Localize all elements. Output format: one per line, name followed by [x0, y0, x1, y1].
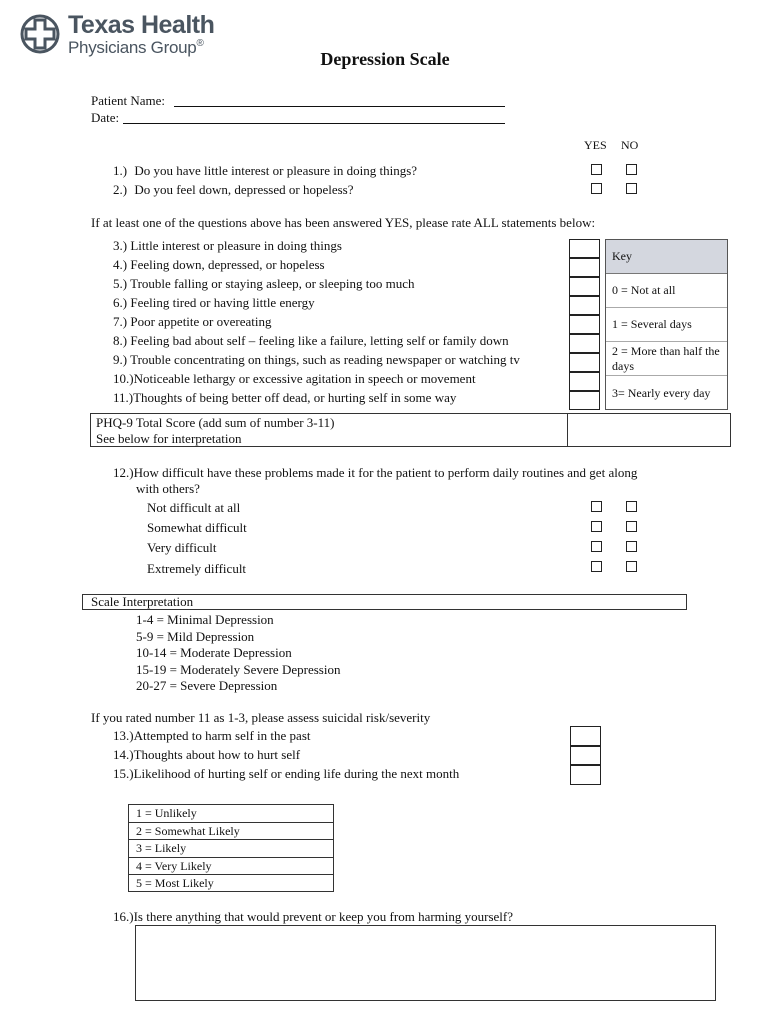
- q16-answer-textarea[interactable]: [135, 925, 716, 1001]
- phq-item-3: 3.) Little interest or pleasure in doing things: [113, 238, 342, 253]
- likelihood-scale-table: [128, 804, 334, 892]
- interpretation-range-3: 15-19 = Moderately Severe Depression: [136, 661, 341, 677]
- likelihood-row-1: 1 = Unlikely: [129, 805, 333, 823]
- date-label: Date:: [91, 110, 120, 125]
- instruction-text: If at least one of the questions above has been answered YES, please rate ALL statements below:: [91, 215, 596, 230]
- phq-answer-4[interactable]: [569, 258, 600, 277]
- q2-yes-checkbox[interactable]: [591, 183, 602, 194]
- phq-item-8: 8.) Feeling bad about self – feeling like a failure, letting self or family down: [113, 333, 509, 348]
- likelihood-row-5: 5 = Most Likely: [136, 876, 214, 891]
- key-row-1: 1 = Several days: [606, 308, 727, 342]
- q12-option-3: Extremely difficult: [147, 561, 247, 576]
- texas-health-logo-icon: [20, 14, 60, 54]
- screening-question-2: 2.) Do you feel down, depressed or hopeless?: [113, 182, 354, 197]
- q12-option-0-checkbox-a[interactable]: [591, 501, 602, 512]
- question-12-line2: with others?: [136, 481, 200, 496]
- interpretation-ranges: [136, 612, 340, 695]
- logo-text-line2: Physicians Group®: [68, 38, 204, 57]
- yes-column-header: YES: [584, 138, 607, 152]
- q1-yes-checkbox[interactable]: [591, 164, 602, 175]
- screening-question-1: 1.) Do you have little interest or pleasure in doing things?: [113, 163, 418, 178]
- q2-no-checkbox[interactable]: [626, 183, 637, 194]
- logo-text-line1: Texas Health: [68, 11, 215, 39]
- suicide-answer-13[interactable]: [570, 726, 601, 746]
- phq-item-10: 10.)Noticeable lethargy or excessive agitation in speech or movement: [113, 371, 476, 386]
- likelihood-row-3: 3 = Likely: [129, 840, 333, 858]
- phq-item-11: 11.)Thoughts of being better off dead, or hurting self in some way: [113, 390, 457, 405]
- q12-option-0: Not difficult at all: [147, 500, 241, 515]
- likelihood-row-2: 2 = Somewhat Likely: [129, 823, 333, 841]
- phq-answer-5[interactable]: [569, 277, 600, 296]
- phq-answer-8[interactable]: [569, 334, 600, 353]
- phq-answer-11[interactable]: [569, 391, 600, 410]
- phq-item-9: 9.) Trouble concentrating on things, such as reading newspaper or watching tv: [113, 352, 520, 367]
- date-field[interactable]: [123, 123, 505, 124]
- q12-option-2: Very difficult: [147, 540, 217, 555]
- suicide-items: [113, 726, 459, 783]
- phq-item-7: 7.) Poor appetite or overeating: [113, 314, 272, 329]
- key-header: Key: [606, 240, 727, 274]
- q12-option-0-checkbox-b[interactable]: [626, 501, 637, 512]
- phq-item-4: 4.) Feeling down, depressed, or hopeless: [113, 257, 325, 272]
- interpretation-range-4: 20-27 = Severe Depression: [136, 678, 278, 693]
- suicide-item-14: 14.)Thoughts about how to hurt self: [113, 747, 301, 762]
- q12-option-2-checkbox-a[interactable]: [591, 541, 602, 552]
- phq-answer-boxes: [569, 239, 600, 410]
- patient-name-label: Patient Name:: [91, 93, 166, 108]
- q12-option-2-checkbox-b[interactable]: [626, 541, 637, 552]
- suicide-answer-boxes: [570, 726, 601, 785]
- scale-interpretation-header: Scale Interpretation: [82, 594, 687, 610]
- suicide-answer-15[interactable]: [570, 765, 601, 785]
- suicide-item-13: 13.)Attempted to harm self in the past: [113, 728, 311, 743]
- q12-option-3-checkbox-b[interactable]: [626, 561, 637, 572]
- phq-answer-3[interactable]: [569, 239, 600, 258]
- q1-no-checkbox[interactable]: [626, 164, 637, 175]
- suicide-item-15: 15.)Likelihood of hurting self or ending life during the next month: [113, 766, 460, 781]
- key-row-2: 2 = More than half the days: [606, 342, 727, 376]
- key-row-3: 3= Nearly every day: [612, 385, 711, 400]
- phq-answer-10[interactable]: [569, 372, 600, 391]
- patient-name-field[interactable]: [174, 106, 505, 107]
- q12-option-1-checkbox-b[interactable]: [626, 521, 637, 532]
- phq-item-5: 5.) Trouble falling or staying asleep, or sleeping too much: [113, 276, 415, 291]
- phq-items-list: [113, 238, 520, 409]
- question-16: 16.)Is there anything that would prevent or keep you from harming yourself?: [113, 909, 514, 924]
- phq-answer-9[interactable]: [569, 353, 600, 372]
- q12-option-1: Somewhat difficult: [147, 520, 247, 535]
- interpretation-range-0: 1-4 = Minimal Depression: [136, 612, 274, 627]
- total-score-note: See below for interpretation: [96, 431, 242, 446]
- score-key-table: [605, 239, 728, 410]
- total-score-input[interactable]: [568, 414, 730, 446]
- total-score-label: PHQ-9 Total Score (add sum of number 3-11): [96, 415, 335, 430]
- q12-option-3-checkbox-a[interactable]: [591, 561, 602, 572]
- key-row-0: 0 = Not at all: [606, 274, 727, 308]
- phq9-total-score-box: [90, 413, 731, 447]
- interpretation-range-1: 5-9 = Mild Depression: [136, 628, 255, 644]
- question-12: 12.)How difficult have these problems made it for the patient to perform daily routines and get along: [113, 465, 638, 480]
- interpretation-range-2: 10-14 = Moderate Depression: [136, 645, 292, 660]
- phq-answer-6[interactable]: [569, 296, 600, 315]
- page-title: Depression Scale: [320, 49, 450, 69]
- no-column-header: NO: [621, 138, 639, 152]
- likelihood-row-4: 4 = Very Likely: [129, 858, 333, 876]
- phq-item-6: 6.) Feeling tired or having little energy: [113, 295, 315, 310]
- suicide-risk-intro: If you rated number 11 as 1-3, please assess suicidal risk/severity: [91, 710, 431, 725]
- q12-option-1-checkbox-a[interactable]: [591, 521, 602, 532]
- suicide-answer-14[interactable]: [570, 746, 601, 766]
- phq-answer-7[interactable]: [569, 315, 600, 334]
